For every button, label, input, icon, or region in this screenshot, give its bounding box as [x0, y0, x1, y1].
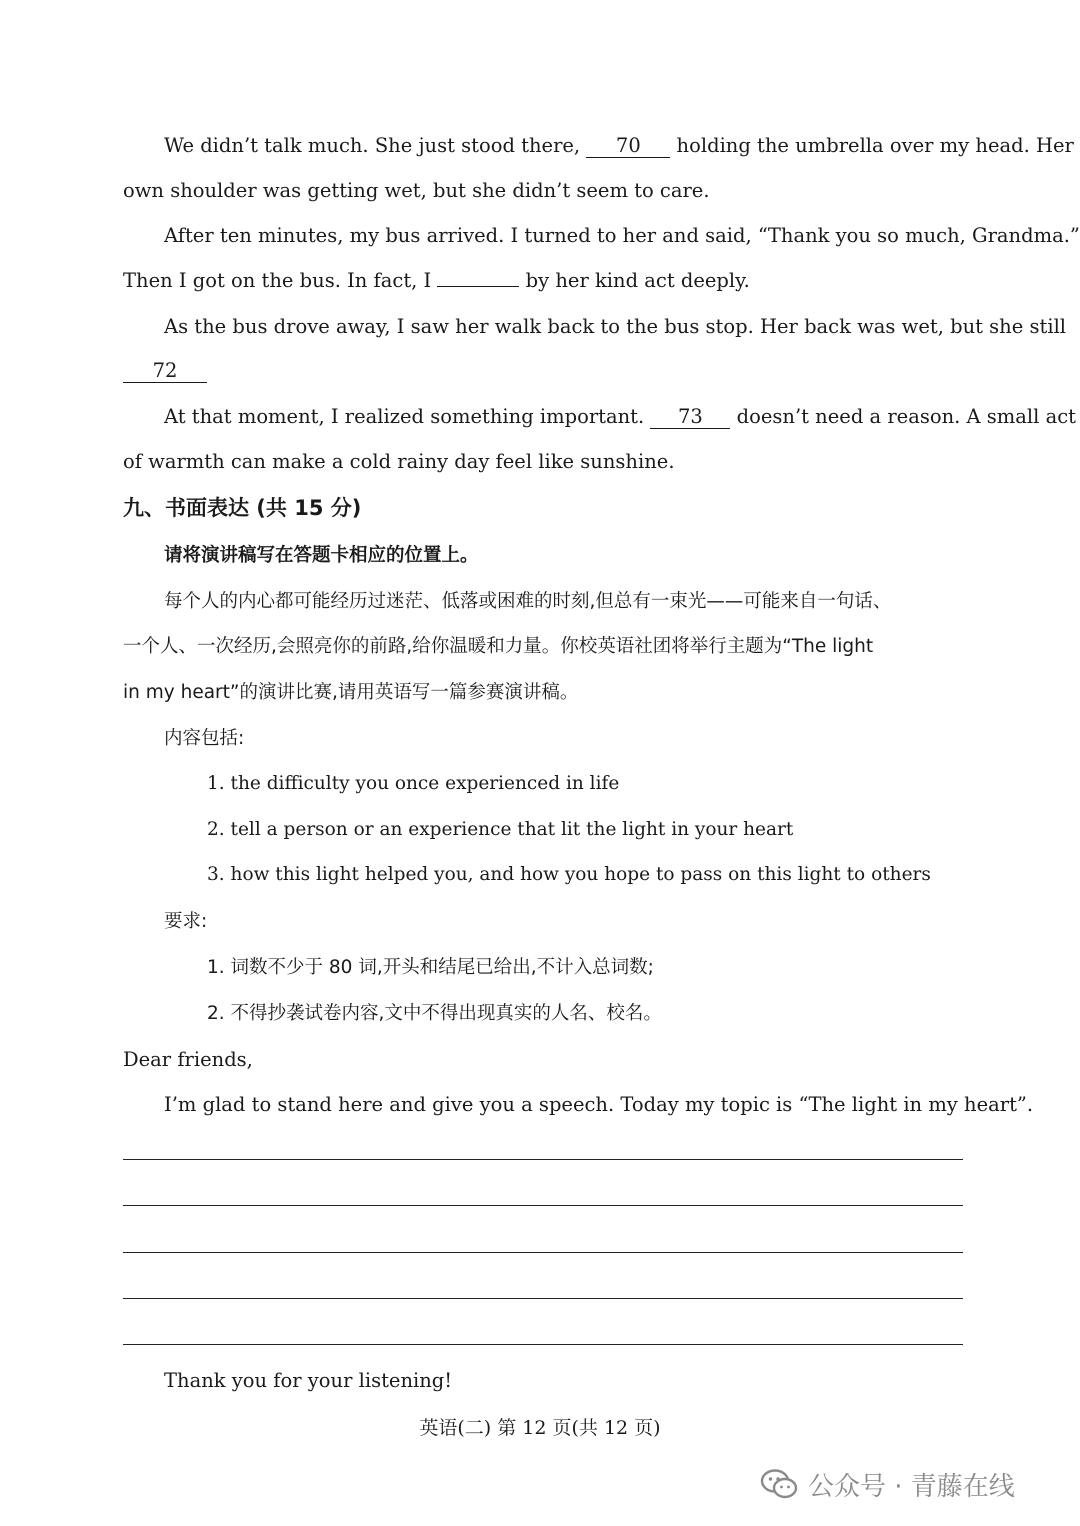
- passage-text: We didn’t talk much. She just stood there,: [164, 134, 581, 157]
- answer-line: [123, 1298, 963, 1299]
- requirements-label: 要求:: [164, 911, 208, 932]
- blank-73: 73: [650, 406, 730, 429]
- passage-line: [123, 268, 750, 294]
- blank-70: 70: [586, 135, 670, 158]
- watermark-text: 公众号 · 青藤在线: [808, 1471, 1015, 1502]
- passage-text: doesn’t need a reason. A small act: [736, 405, 1076, 428]
- passage-line: As the bus drove away, I saw her walk back to the bus stop. Her back was wet, but she still: [164, 315, 1067, 338]
- speech-opening: I’m glad to stand here and give you a speech. Today my topic is “The light in my heart”.: [164, 1093, 1034, 1116]
- passage-line: own shoulder was getting wet, but she didn’t seem to care.: [123, 179, 710, 202]
- writing-instruction: 请将演讲稿写在答题卡相应的位置上。: [164, 545, 479, 566]
- answer-line: [123, 1252, 963, 1253]
- passage-line: [123, 358, 207, 384]
- answer-line: [123, 1159, 963, 1160]
- speech-closing: Thank you for your listening!: [164, 1369, 453, 1392]
- content-item: 2. tell a person or an experience that lit the light in your heart: [207, 819, 794, 840]
- blank-71: [437, 286, 519, 287]
- passage-text: by her kind act deeply.: [525, 269, 750, 292]
- content-item: 1. the difficulty you once experienced in life: [207, 773, 620, 794]
- requirement-item: 2. 不得抄袭试卷内容,文中不得出现真实的人名、校名。: [207, 1003, 662, 1024]
- passage-line: [164, 404, 1076, 430]
- section-heading: 九、书面表达 (共 15 分): [123, 496, 362, 520]
- prompt-line: 每个人的内心都可能经历过迷茫、低落或困难的时刻,但总有一束光——可能来自一句话、: [164, 591, 892, 612]
- watermark: [760, 1466, 1015, 1502]
- passage-text: At that moment, I realized something important.: [164, 405, 645, 428]
- content-label: 内容包括:: [164, 728, 245, 749]
- blank-72: 72: [123, 360, 207, 383]
- wechat-icon: [760, 1468, 798, 1500]
- answer-line: [123, 1205, 963, 1206]
- passage-line: After ten minutes, my bus arrived. I turned to her and said, “Thank you so much, Grandma.”: [164, 224, 1080, 247]
- page-footer: 英语(二) 第 12 页(共 12 页): [419, 1417, 661, 1439]
- passage-text: Then I got on the bus. In fact, I: [123, 269, 432, 292]
- answer-line: [123, 1344, 963, 1345]
- passage-line: of warmth can make a cold rainy day feel like sunshine.: [123, 450, 675, 473]
- passage-line: [164, 133, 1074, 159]
- content-item: 3. how this light helped you, and how you hope to pass on this light to others: [207, 864, 931, 885]
- prompt-line: 一个人、一次经历,会照亮你的前路,给你温暖和力量。你校英语社团将举行主题为“The light: [123, 636, 874, 657]
- requirement-item: 1. 词数不少于 80 词,开头和结尾已给出,不计入总词数;: [207, 957, 654, 978]
- passage-text: holding the umbrella over my head. Her: [676, 134, 1074, 157]
- prompt-line: in my heart”的演讲比赛,请用英语写一篇参赛演讲稿。: [123, 682, 579, 703]
- salutation: Dear friends,: [123, 1048, 253, 1071]
